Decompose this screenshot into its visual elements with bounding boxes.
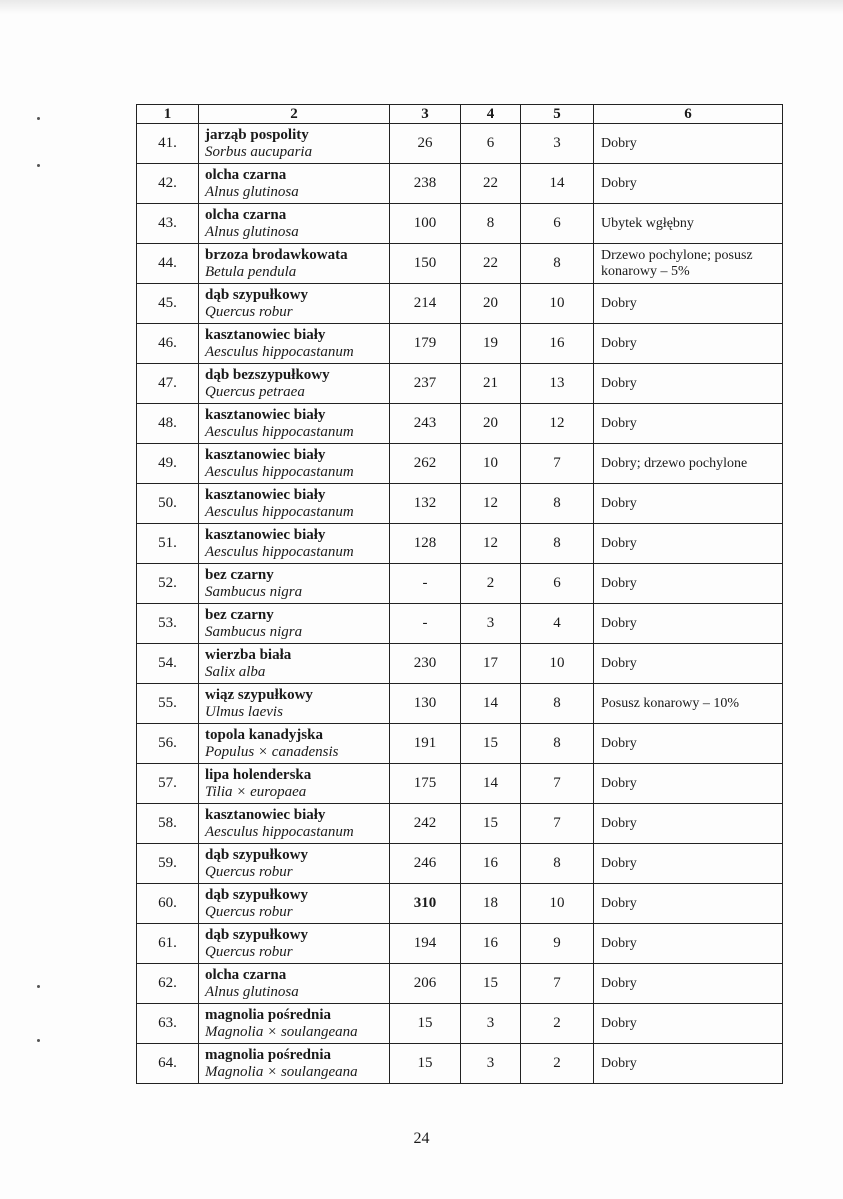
species-polish-name: dąb szypułkowy — [205, 886, 308, 903]
table-row — [137, 524, 783, 564]
column-4-value: 10 — [461, 444, 521, 484]
species-polish-name: topola kanadyjska — [205, 726, 323, 743]
species-polish-name: olcha czarna — [205, 166, 287, 183]
species-polish-name: wierzba biała — [205, 646, 292, 663]
condition-cell: Dobry — [594, 644, 783, 684]
table-row — [137, 764, 783, 804]
column-5-value: 6 — [521, 564, 594, 604]
row-number: 42. — [137, 164, 199, 204]
row-number: 49. — [137, 444, 199, 484]
row-number: 48. — [137, 404, 199, 444]
table-row — [137, 484, 783, 524]
column-5-value: 7 — [521, 444, 594, 484]
column-5-value: 16 — [521, 324, 594, 364]
species-latin-name: Aesculus hippocastanum — [205, 343, 354, 360]
column-5-value: 8 — [521, 844, 594, 884]
species-cell — [199, 884, 390, 924]
row-number: 43. — [137, 204, 199, 244]
column-3-value: 150 — [390, 244, 461, 284]
column-4-value: 19 — [461, 324, 521, 364]
species-polish-name: dąb szypułkowy — [205, 286, 308, 303]
column-5-value: 7 — [521, 804, 594, 844]
species-cell — [199, 804, 390, 844]
column-5-value: 10 — [521, 884, 594, 924]
column-4-value: 14 — [461, 764, 521, 804]
column-3-value: 237 — [390, 364, 461, 404]
species-polish-name: dąb szypułkowy — [205, 926, 308, 943]
column-5-value: 8 — [521, 484, 594, 524]
column-5-value: 8 — [521, 524, 594, 564]
species-latin-name: Ulmus laevis — [205, 703, 283, 720]
species-latin-name: Alnus glutinosa — [205, 983, 299, 1000]
species-latin-name: Aesculus hippocastanum — [205, 543, 354, 560]
species-cell — [199, 164, 390, 204]
row-number: 44. — [137, 244, 199, 284]
row-number: 57. — [137, 764, 199, 804]
row-number: 58. — [137, 804, 199, 844]
column-3-value: 246 — [390, 844, 461, 884]
column-4-value: 3 — [461, 1044, 521, 1084]
species-latin-name: Sambucus nigra — [205, 583, 303, 600]
column-3-value: 179 — [390, 324, 461, 364]
species-cell — [199, 724, 390, 764]
column-3-value: 194 — [390, 924, 461, 964]
species-latin-name: Alnus glutinosa — [205, 223, 299, 240]
row-number: 59. — [137, 844, 199, 884]
species-latin-name: Aesculus hippocastanum — [205, 823, 354, 840]
species-polish-name: magnolia pośrednia — [205, 1046, 331, 1063]
condition-cell: Dobry — [594, 764, 783, 804]
species-polish-name: dąb szypułkowy — [205, 846, 308, 863]
species-polish-name: kasztanowiec biały — [205, 486, 326, 503]
row-number: 61. — [137, 924, 199, 964]
table-row — [137, 324, 783, 364]
condition-cell: Dobry — [594, 364, 783, 404]
table-row — [137, 164, 783, 204]
column-3-value: 206 — [390, 964, 461, 1004]
column-4-value: 16 — [461, 924, 521, 964]
column-5-value: 7 — [521, 964, 594, 1004]
column-3-value: 230 — [390, 644, 461, 684]
row-number: 52. — [137, 564, 199, 604]
species-cell — [199, 284, 390, 324]
table-row — [137, 564, 783, 604]
column-3-value: 262 — [390, 444, 461, 484]
species-polish-name: magnolia pośrednia — [205, 1006, 331, 1023]
column-5-value: 2 — [521, 1004, 594, 1044]
species-latin-name: Salix alba — [205, 663, 266, 680]
table-row — [137, 404, 783, 444]
column-3-value: 243 — [390, 404, 461, 444]
row-number: 46. — [137, 324, 199, 364]
tree-inventory-table — [136, 104, 783, 1084]
row-number: 56. — [137, 724, 199, 764]
table-row — [137, 284, 783, 324]
column-header: 1 — [137, 105, 199, 124]
column-header: 4 — [461, 105, 521, 124]
table-row — [137, 1044, 783, 1084]
species-cell — [199, 844, 390, 884]
condition-cell: Posusz konarowy – 10% — [594, 684, 783, 724]
table-row — [137, 844, 783, 884]
column-3-value: 310 — [390, 884, 461, 924]
column-3-value: 214 — [390, 284, 461, 324]
species-polish-name: kasztanowiec biały — [205, 326, 326, 343]
column-3-value: - — [390, 564, 461, 604]
species-latin-name: Magnolia × soulangeana — [205, 1063, 358, 1080]
condition-cell: Dobry — [594, 724, 783, 764]
species-latin-name: Alnus glutinosa — [205, 183, 299, 200]
species-polish-name: dąb bezszypułkowy — [205, 366, 330, 383]
column-4-value: 12 — [461, 524, 521, 564]
condition-cell: Dobry — [594, 844, 783, 884]
column-3-value: 175 — [390, 764, 461, 804]
species-polish-name: olcha czarna — [205, 206, 287, 223]
column-4-value: 22 — [461, 164, 521, 204]
condition-cell: Dobry — [594, 284, 783, 324]
column-4-value: 8 — [461, 204, 521, 244]
species-cell — [199, 644, 390, 684]
row-number: 50. — [137, 484, 199, 524]
row-number: 60. — [137, 884, 199, 924]
column-5-value: 12 — [521, 404, 594, 444]
table-row — [137, 644, 783, 684]
scan-speck — [37, 985, 40, 988]
column-4-value: 20 — [461, 404, 521, 444]
condition-cell: Dobry — [594, 1044, 783, 1084]
condition-cell: Dobry — [594, 484, 783, 524]
species-cell — [199, 404, 390, 444]
column-5-value: 8 — [521, 724, 594, 764]
column-header: 5 — [521, 105, 594, 124]
table-row — [137, 684, 783, 724]
condition-cell: Dobry — [594, 164, 783, 204]
condition-cell: Dobry — [594, 964, 783, 1004]
column-3-value: 26 — [390, 124, 461, 164]
column-5-value: 14 — [521, 164, 594, 204]
condition-cell: Dobry — [594, 804, 783, 844]
column-3-value: 242 — [390, 804, 461, 844]
species-polish-name: bez czarny — [205, 566, 274, 583]
species-polish-name: bez czarny — [205, 606, 274, 623]
table-header-row — [137, 105, 783, 124]
species-polish-name: kasztanowiec biały — [205, 406, 326, 423]
row-number: 62. — [137, 964, 199, 1004]
column-4-value: 12 — [461, 484, 521, 524]
species-cell — [199, 364, 390, 404]
condition-cell: Dobry — [594, 564, 783, 604]
species-latin-name: Tilia × europaea — [205, 783, 307, 800]
species-polish-name: kasztanowiec biały — [205, 806, 326, 823]
species-cell — [199, 564, 390, 604]
species-polish-name: wiąz szypułkowy — [205, 686, 313, 703]
table-row — [137, 244, 783, 284]
column-3-value: 132 — [390, 484, 461, 524]
row-number: 51. — [137, 524, 199, 564]
condition-cell: Dobry; drzewo pochylone — [594, 444, 783, 484]
species-latin-name: Aesculus hippocastanum — [205, 423, 354, 440]
species-polish-name: kasztanowiec biały — [205, 526, 326, 543]
species-cell — [199, 124, 390, 164]
species-cell — [199, 244, 390, 284]
column-4-value: 2 — [461, 564, 521, 604]
species-cell — [199, 444, 390, 484]
species-cell — [199, 484, 390, 524]
species-latin-name: Aesculus hippocastanum — [205, 503, 354, 520]
column-5-value: 10 — [521, 284, 594, 324]
condition-cell: Dobry — [594, 524, 783, 564]
species-cell — [199, 524, 390, 564]
species-cell — [199, 684, 390, 724]
column-4-value: 14 — [461, 684, 521, 724]
column-5-value: 8 — [521, 684, 594, 724]
table-row — [137, 124, 783, 164]
species-latin-name: Sambucus nigra — [205, 623, 303, 640]
table-row — [137, 1004, 783, 1044]
condition-cell: Dobry — [594, 1004, 783, 1044]
species-latin-name: Quercus robur — [205, 863, 293, 880]
column-5-value: 2 — [521, 1044, 594, 1084]
column-5-value: 6 — [521, 204, 594, 244]
column-5-value: 4 — [521, 604, 594, 644]
column-3-value: 15 — [390, 1044, 461, 1084]
row-number: 41. — [137, 124, 199, 164]
species-polish-name: kasztanowiec biały — [205, 446, 326, 463]
species-cell — [199, 204, 390, 244]
column-5-value: 9 — [521, 924, 594, 964]
table-row — [137, 964, 783, 1004]
column-5-value: 13 — [521, 364, 594, 404]
condition-cell: Ubytek wgłębny — [594, 204, 783, 244]
condition-cell: Dobry — [594, 404, 783, 444]
species-latin-name: Sorbus aucuparia — [205, 143, 313, 160]
species-polish-name: olcha czarna — [205, 966, 287, 983]
condition-cell: Dobry — [594, 124, 783, 164]
species-cell — [199, 924, 390, 964]
column-3-value: 130 — [390, 684, 461, 724]
condition-cell: Dobry — [594, 604, 783, 644]
column-4-value: 6 — [461, 124, 521, 164]
species-latin-name: Magnolia × soulangeana — [205, 1023, 358, 1040]
row-number: 63. — [137, 1004, 199, 1044]
condition-cell: Drzewo pochylone; posusz konarowy – 5% — [594, 244, 783, 284]
column-4-value: 15 — [461, 804, 521, 844]
column-4-value: 3 — [461, 604, 521, 644]
row-number: 64. — [137, 1044, 199, 1084]
column-3-value: 191 — [390, 724, 461, 764]
condition-cell: Dobry — [594, 324, 783, 364]
column-4-value: 15 — [461, 724, 521, 764]
species-latin-name: Quercus robur — [205, 943, 293, 960]
species-cell — [199, 604, 390, 644]
column-4-value: 21 — [461, 364, 521, 404]
page-number: 24 — [413, 1130, 430, 1147]
table-row — [137, 444, 783, 484]
table-body — [137, 124, 783, 1084]
table-row — [137, 884, 783, 924]
table-row — [137, 724, 783, 764]
column-4-value: 18 — [461, 884, 521, 924]
column-4-value: 16 — [461, 844, 521, 884]
column-4-value: 15 — [461, 964, 521, 1004]
column-5-value: 8 — [521, 244, 594, 284]
table-row — [137, 204, 783, 244]
column-3-value: - — [390, 604, 461, 644]
table-row — [137, 364, 783, 404]
species-polish-name: lipa holenderska — [205, 766, 312, 783]
scan-speck — [37, 117, 40, 120]
column-header: 6 — [594, 105, 783, 124]
table-row — [137, 924, 783, 964]
species-cell — [199, 1044, 390, 1084]
condition-cell: Dobry — [594, 924, 783, 964]
row-number: 45. — [137, 284, 199, 324]
column-3-value: 100 — [390, 204, 461, 244]
table-row — [137, 804, 783, 844]
scan-edge-top — [0, 0, 843, 14]
column-5-value: 10 — [521, 644, 594, 684]
scan-speck — [37, 1039, 40, 1042]
species-latin-name: Aesculus hippocastanum — [205, 463, 354, 480]
row-number: 47. — [137, 364, 199, 404]
table-row — [137, 604, 783, 644]
column-4-value: 20 — [461, 284, 521, 324]
condition-cell: Dobry — [594, 884, 783, 924]
row-number: 54. — [137, 644, 199, 684]
species-latin-name: Quercus robur — [205, 303, 293, 320]
species-latin-name: Betula pendula — [205, 263, 297, 280]
species-cell — [199, 764, 390, 804]
column-3-value: 15 — [390, 1004, 461, 1044]
species-polish-name: jarząb pospolity — [205, 126, 309, 143]
column-3-value: 128 — [390, 524, 461, 564]
species-latin-name: Populus × canadensis — [205, 743, 339, 760]
column-4-value: 17 — [461, 644, 521, 684]
row-number: 53. — [137, 604, 199, 644]
species-latin-name: Quercus robur — [205, 903, 293, 920]
species-cell — [199, 964, 390, 1004]
column-3-value: 238 — [390, 164, 461, 204]
row-number: 55. — [137, 684, 199, 724]
species-polish-name: brzoza brodawkowata — [205, 246, 348, 263]
species-cell — [199, 324, 390, 364]
column-4-value: 22 — [461, 244, 521, 284]
scan-speck — [37, 164, 40, 167]
species-latin-name: Quercus petraea — [205, 383, 305, 400]
column-header: 3 — [390, 105, 461, 124]
column-header: 2 — [199, 105, 390, 124]
column-5-value: 3 — [521, 124, 594, 164]
species-cell — [199, 1004, 390, 1044]
column-4-value: 3 — [461, 1004, 521, 1044]
column-5-value: 7 — [521, 764, 594, 804]
